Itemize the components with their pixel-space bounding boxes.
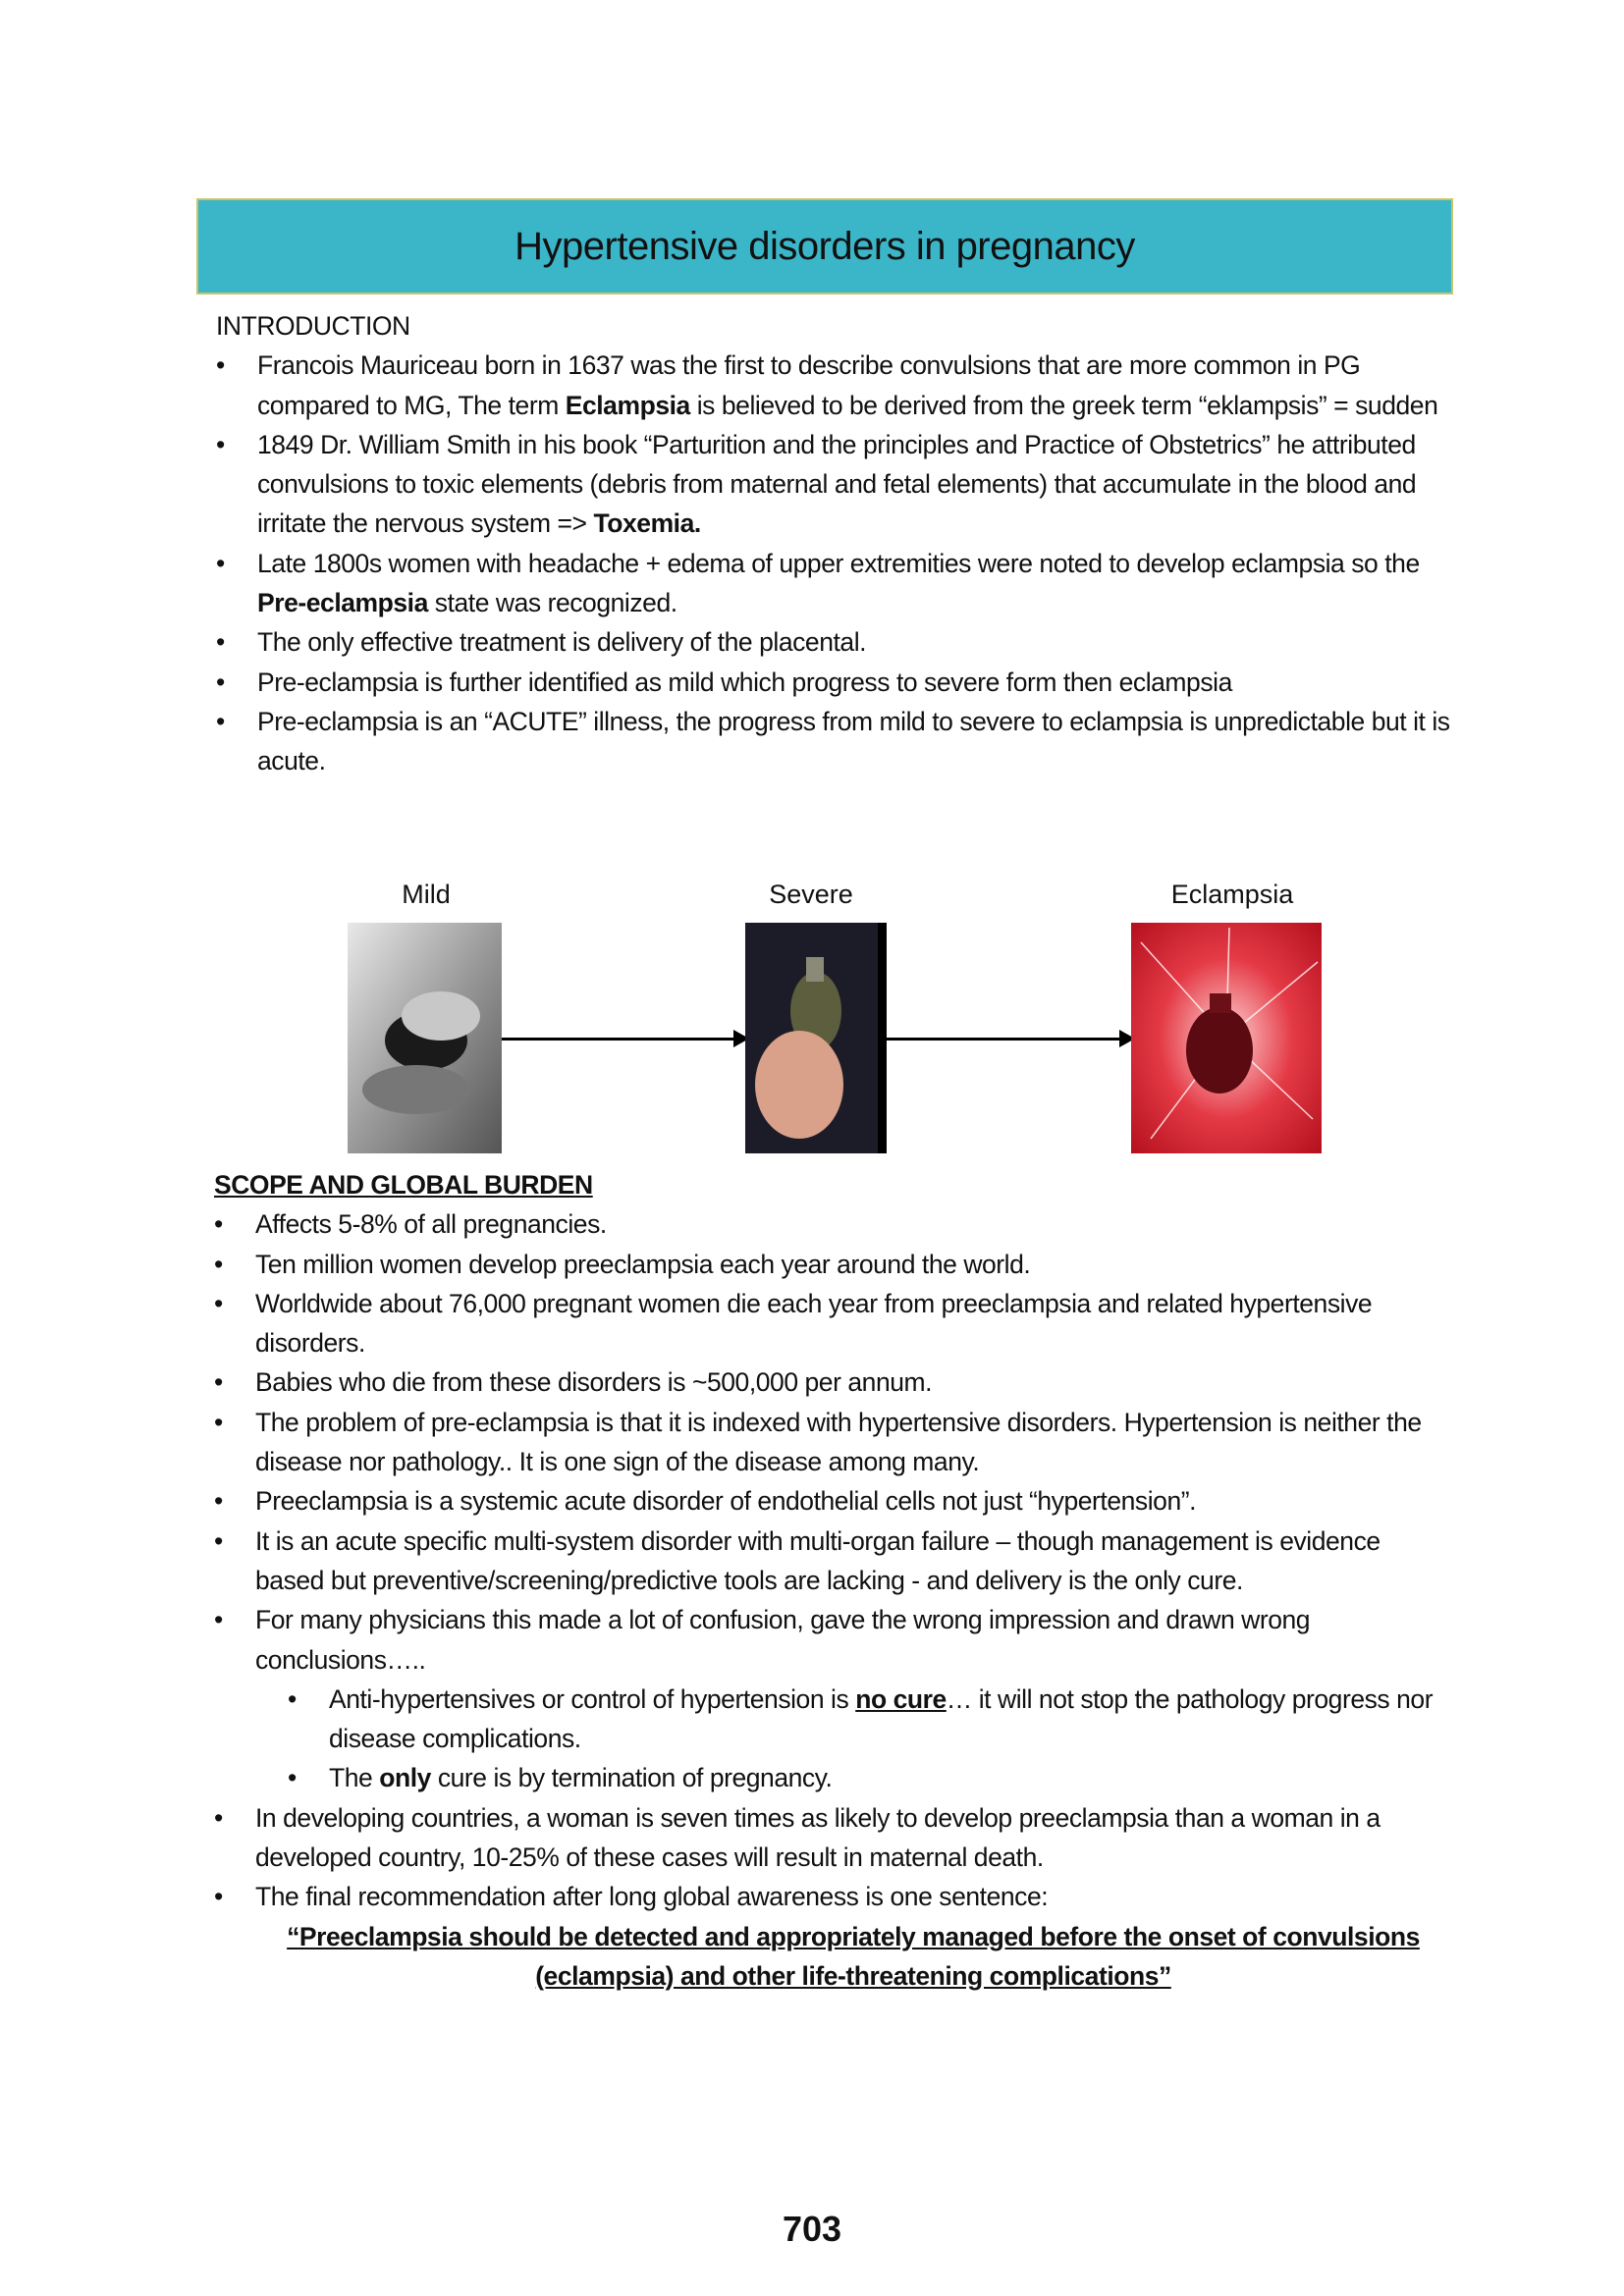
page-title: Hypertensive disorders in pregnancy — [196, 198, 1453, 294]
eclampsia-grenade-image — [1131, 923, 1322, 1153]
page-number: 703 — [782, 2209, 842, 2249]
text: The — [329, 1763, 380, 1793]
list-item: • The only effective treatment is delivery of the placental. — [216, 622, 1453, 662]
text: Anti-hypertensives or control of hypertension is — [329, 1683, 856, 1714]
scope-section — [214, 1165, 1451, 1996]
text: … it will not stop the pathology progress nor disease complications. — [329, 1683, 1434, 1754]
severe-grenade-image — [745, 923, 887, 1153]
list-item — [216, 346, 1453, 425]
list-item — [216, 544, 1453, 623]
list-item — [216, 425, 1453, 544]
list-item: • In developing countries, a woman is seven times as likely to develop preeclampsia than a woman in a developed country, 10-25% of these cases will result in maternal death. — [214, 1798, 1451, 1878]
stage-label-severe: Severe — [769, 880, 853, 909]
list-item: • Ten million women develop preeclampsia each year around the world. — [214, 1245, 1451, 1284]
emphasis: no cure — [855, 1683, 947, 1714]
list-item: • Pre-eclampsia is an “ACUTE” illness, the progress from mild to severe to eclampsia is unpredictable but it is acute. — [216, 702, 1453, 781]
text: cure is by termination of pregnancy. — [430, 1763, 833, 1793]
bold-term: Toxemia. — [593, 508, 701, 539]
scope-heading: SCOPE AND GLOBAL BURDEN — [214, 1170, 593, 1200]
text: state was recognized. — [427, 588, 677, 618]
final-recommendation-quote: “Preeclampsia should be detected and appropriately managed before the onset of convulsions (eclampsia) and other life-threatening complications” — [287, 1921, 1420, 1991]
bold-term: Eclampsia — [565, 390, 690, 420]
text: Late 1800s women with headache + edema of upper extremities were noted to develop eclampsia so the — [257, 548, 1420, 578]
text: is believed to be derived from the greek term “eklampsis” = sudden — [689, 390, 1438, 420]
list-item: • It is an acute specific multi-system disorder with multi-organ failure – though management is evidence based but preventive/screening/predictive tools are lacking - and delivery is the only cure. — [214, 1522, 1451, 1601]
introduction-section — [216, 306, 1453, 781]
introduction-heading: INTRODUCTION — [216, 311, 410, 341]
list-item: • For many physicians this made a lot of confusion, gave the wrong impression and drawn wrong conclusions….. — [214, 1600, 1451, 1680]
list-item: • Pre-eclampsia is further identified as mild which progress to severe form then eclampsia — [216, 663, 1453, 702]
arrow-severe-to-eclampsia — [887, 1038, 1131, 1041]
list-item: • Affects 5-8% of all pregnancies. — [214, 1204, 1451, 1244]
text: 1849 Dr. William Smith in his book “Parturition and the principles and Practice of Obstetrics” he attributed convulsions to toxic elements (debris from maternal and fetal elements) that accumulate in the blood and irritate the nervous system => — [257, 429, 1417, 539]
arrow-mild-to-severe — [502, 1038, 745, 1041]
stage-label-mild: Mild — [402, 880, 451, 909]
list-item: • The final recommendation after long global awareness is one sentence: — [214, 1877, 1451, 1916]
mild-grenade-image — [348, 923, 502, 1153]
list-item: • Babies who die from these disorders is ~500,000 per annum. — [214, 1362, 1451, 1402]
bold-term: Pre-eclampsia — [257, 588, 428, 618]
list-item: • The problem of pre-eclampsia is that it is indexed with hypertensive disorders. Hypertension is neither the disease nor pathology.. It is one sign of the disease among many. — [214, 1403, 1451, 1482]
list-item: • Worldwide about 76,000 pregnant women die each year from preeclampsia and related hypertensive disorders. — [214, 1284, 1451, 1363]
text: Francois Mauriceau born in 1637 was the first to describe convulsions that are more common in PG compared to MG, The term — [257, 350, 1361, 420]
stage-label-eclampsia: Eclampsia — [1170, 880, 1294, 909]
list-item: • Preeclampsia is a systemic acute disorder of endothelial cells not just “hypertension”. — [214, 1481, 1451, 1521]
emphasis: only — [379, 1763, 431, 1793]
sub-list-item — [214, 1758, 1451, 1797]
sub-list-item — [214, 1680, 1451, 1759]
